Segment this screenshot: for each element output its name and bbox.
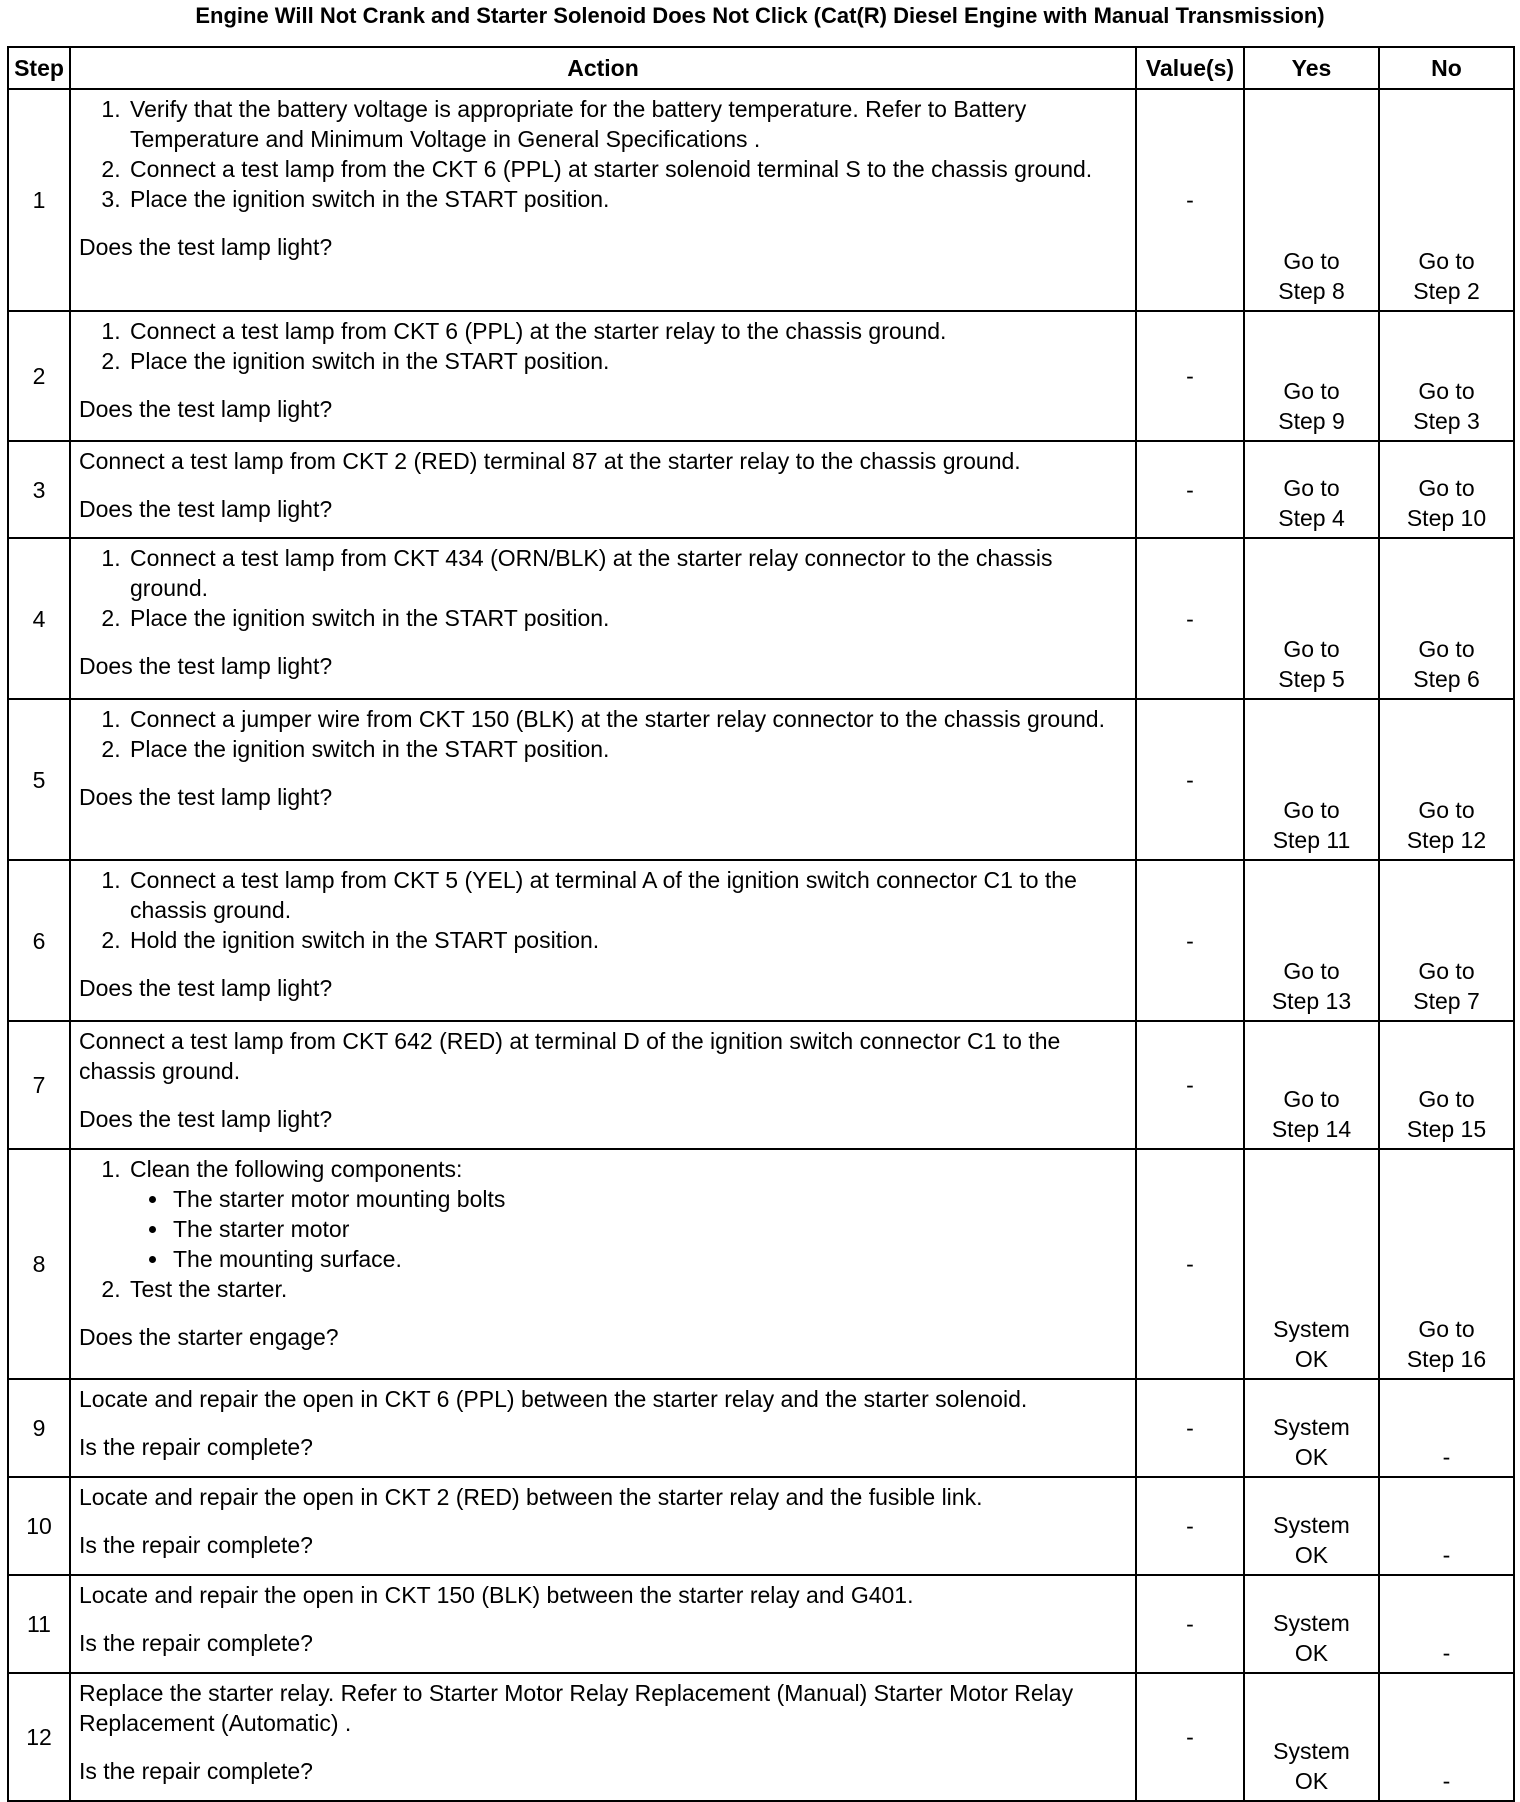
no-line1: Go to: [1418, 1086, 1475, 1112]
value-cell: -: [1136, 1673, 1244, 1801]
yes-cell: [1244, 1379, 1379, 1477]
question: Is the repair complete?: [79, 1758, 313, 1784]
yes-line2: OK: [1294, 1768, 1329, 1794]
no-line1: Go to: [1418, 958, 1475, 984]
header-values: Value(s): [1136, 47, 1244, 89]
question: Does the test lamp light?: [79, 1106, 333, 1132]
step-number: 7: [8, 1021, 70, 1149]
yes-cell: [1244, 1477, 1379, 1575]
value-cell: -: [1136, 1379, 1244, 1477]
action-cell: [70, 1379, 1136, 1477]
no-cell: -: [1379, 1575, 1514, 1673]
yes-line2: OK: [1294, 1346, 1329, 1372]
no-cell: [1379, 1021, 1514, 1149]
header-action: Action: [70, 47, 1136, 89]
action-cell: [70, 1575, 1136, 1673]
list-item: 2. Place the ignition switch in the START position.: [127, 603, 1129, 633]
bullet-item: • The starter motor mounting bolts: [170, 1184, 1129, 1214]
question: Does the test lamp light?: [79, 234, 333, 260]
list-item: 1. Verify that the battery voltage is appropriate for the battery temperature. Refer to Battery Temperature and Minimum Voltage in General Specifications .: [127, 94, 1129, 154]
no-line1: Go to: [1418, 378, 1475, 404]
no-cell: [1379, 311, 1514, 441]
list-item: 2. Hold the ignition switch in the START position.: [127, 925, 1129, 955]
action-cell: [70, 1673, 1136, 1801]
yes-line1: Go to: [1283, 475, 1340, 501]
step-number: 9: [8, 1379, 70, 1477]
yes-cell: [1244, 1575, 1379, 1673]
list-item-text: Clean the following components:: [130, 1156, 463, 1182]
no-cell: -: [1379, 1379, 1514, 1477]
value-cell: -: [1136, 699, 1244, 860]
table-row: [8, 1379, 1514, 1477]
yes-line1: System: [1273, 1316, 1350, 1342]
yes-line2: OK: [1294, 1640, 1329, 1666]
no-line2: Step 16: [1406, 1346, 1487, 1372]
value-cell: -: [1136, 311, 1244, 441]
table-row: [8, 89, 1514, 311]
question: Does the test lamp light?: [79, 496, 333, 522]
yes-line2: OK: [1294, 1444, 1329, 1470]
value-cell: -: [1136, 1575, 1244, 1673]
no-cell: [1379, 441, 1514, 538]
yes-line1: Go to: [1283, 1086, 1340, 1112]
no-line1: Go to: [1418, 636, 1475, 662]
step-number: 12: [8, 1673, 70, 1801]
action-list: [79, 704, 1129, 764]
action-list: [79, 94, 1129, 214]
yes-cell: [1244, 441, 1379, 538]
table-row: [8, 1021, 1514, 1149]
yes-cell: [1244, 860, 1379, 1021]
table-row: [8, 1477, 1514, 1575]
header-step: Step: [8, 47, 70, 89]
no-cell: [1379, 538, 1514, 699]
bullet-item: • The mounting surface.: [170, 1244, 1129, 1274]
yes-line1: Go to: [1283, 636, 1340, 662]
action-text: Locate and repair the open in CKT 2 (RED) between the starter relay and the fusible link.: [79, 1484, 983, 1510]
diagnostic-table: [7, 46, 1515, 1802]
list-item: 2. Place the ignition switch in the START position.: [127, 734, 1129, 764]
step-number: 5: [8, 699, 70, 860]
no-line2: Step 12: [1406, 827, 1487, 853]
action-cell: [70, 538, 1136, 699]
no-cell: [1379, 860, 1514, 1021]
list-item: 2. Place the ignition switch in the START position.: [127, 346, 1129, 376]
yes-line1: System: [1273, 1414, 1350, 1440]
action-text: Replace the starter relay. Refer to Starter Motor Relay Replacement (Manual) Starter Motor Relay Replacement (Automatic) .: [79, 1680, 1074, 1736]
no-cell: [1379, 1149, 1514, 1379]
bullet-item: • The starter motor: [170, 1214, 1129, 1244]
yes-line2: Step 11: [1272, 827, 1351, 853]
table-row: [8, 860, 1514, 1021]
list-item: 2. Connect a test lamp from the CKT 6 (PPL) at starter solenoid terminal S to the chassis ground.: [127, 154, 1129, 184]
step-number: 11: [8, 1575, 70, 1673]
no-line1: Go to: [1418, 797, 1475, 823]
yes-line1: Go to: [1283, 958, 1340, 984]
question: Is the repair complete?: [79, 1532, 313, 1558]
no-line2: Step 15: [1406, 1116, 1487, 1142]
table-row: [8, 699, 1514, 860]
yes-line2: Step 13: [1271, 988, 1352, 1014]
no-cell: [1379, 699, 1514, 860]
action-cell: [70, 699, 1136, 860]
list-item: 1. Connect a jumper wire from CKT 150 (BLK) at the starter relay connector to the chassis ground.: [127, 704, 1129, 734]
value-cell: -: [1136, 538, 1244, 699]
yes-line1: System: [1273, 1610, 1350, 1636]
yes-cell: [1244, 311, 1379, 441]
action-list: [79, 865, 1129, 955]
question: Does the test lamp light?: [79, 396, 333, 422]
action-cell: [70, 1021, 1136, 1149]
header-row: [8, 47, 1514, 89]
value-cell: -: [1136, 860, 1244, 1021]
yes-cell: [1244, 538, 1379, 699]
table-row: [8, 1575, 1514, 1673]
no-line2: Step 10: [1406, 505, 1487, 531]
value-cell: -: [1136, 1021, 1244, 1149]
list-item: 1. Connect a test lamp from CKT 5 (YEL) at terminal A of the ignition switch connector C1 to the chassis ground.: [127, 865, 1129, 925]
no-line1: Go to: [1418, 1316, 1475, 1342]
no-line2: Step 6: [1413, 666, 1480, 692]
yes-line2: Step 5: [1278, 666, 1345, 692]
yes-line1: Go to: [1283, 248, 1340, 274]
value-cell: -: [1136, 1149, 1244, 1379]
step-number: 4: [8, 538, 70, 699]
step-number: 3: [8, 441, 70, 538]
action-cell: [70, 1149, 1136, 1379]
no-line1: Go to: [1418, 475, 1475, 501]
question: Does the test lamp light?: [79, 975, 333, 1001]
list-item: 1. Connect a test lamp from CKT 434 (ORN/BLK) at the starter relay connector to the chassis ground.: [127, 543, 1129, 603]
yes-line1: Go to: [1283, 378, 1340, 404]
no-line2: Step 3: [1413, 408, 1480, 434]
table-row: [8, 441, 1514, 538]
action-cell: [70, 311, 1136, 441]
question: Does the starter engage?: [79, 1324, 339, 1350]
yes-cell: [1244, 1021, 1379, 1149]
step-number: 2: [8, 311, 70, 441]
yes-line1: System: [1273, 1512, 1350, 1538]
yes-line1: Go to: [1283, 797, 1340, 823]
list-item: 3. Place the ignition switch in the START position.: [127, 184, 1129, 214]
question: Does the test lamp light?: [79, 784, 333, 810]
yes-cell: [1244, 89, 1379, 311]
step-number: 8: [8, 1149, 70, 1379]
component-list: [130, 1184, 1129, 1274]
yes-line2: Step 4: [1278, 505, 1345, 531]
yes-cell: [1244, 1149, 1379, 1379]
question: Is the repair complete?: [79, 1434, 313, 1460]
value-cell: -: [1136, 89, 1244, 311]
no-cell: -: [1379, 1477, 1514, 1575]
list-item: [127, 1154, 1129, 1274]
yes-line2: Step 14: [1271, 1116, 1352, 1142]
header-no: No: [1379, 47, 1514, 89]
yes-line2: Step 8: [1278, 278, 1345, 304]
yes-line2: Step 9: [1278, 408, 1345, 434]
list-item: 1. Connect a test lamp from CKT 6 (PPL) at the starter relay to the chassis ground.: [127, 316, 1129, 346]
no-line1: Go to: [1418, 248, 1475, 274]
yes-cell: [1244, 699, 1379, 860]
yes-line2: OK: [1294, 1542, 1329, 1568]
step-number: 10: [8, 1477, 70, 1575]
action-text: Locate and repair the open in CKT 6 (PPL) between the starter relay and the starter solenoid.: [79, 1386, 1028, 1412]
action-text: Connect a test lamp from CKT 2 (RED) terminal 87 at the starter relay to the chassis ground.: [79, 448, 1021, 474]
page-title: Engine Will Not Crank and Starter Solenoid Does Not Click (Cat(R) Diesel Engine with Manual Transmission): [195, 3, 1325, 28]
no-line2: Step 7: [1413, 988, 1480, 1014]
question: Does the test lamp light?: [79, 653, 333, 679]
action-cell: [70, 89, 1136, 311]
action-text: Locate and repair the open in CKT 150 (BLK) between the starter relay and G401.: [79, 1582, 914, 1608]
step-number: 1: [8, 89, 70, 311]
table-row: [8, 311, 1514, 441]
action-text: Connect a test lamp from CKT 642 (RED) at terminal D of the ignition switch connector C1 to the chassis ground.: [79, 1028, 1061, 1084]
action-cell: [70, 1477, 1136, 1575]
no-cell: [1379, 89, 1514, 311]
action-list: [79, 1154, 1129, 1304]
yes-line1: System: [1273, 1738, 1350, 1764]
step-number: 6: [8, 860, 70, 1021]
yes-cell: [1244, 1673, 1379, 1801]
table-row: [8, 1149, 1514, 1379]
value-cell: -: [1136, 1477, 1244, 1575]
question: Is the repair complete?: [79, 1630, 313, 1656]
action-cell: [70, 860, 1136, 1021]
list-item: 2. Test the starter.: [127, 1274, 1129, 1304]
table-row: [8, 1673, 1514, 1801]
header-yes: Yes: [1244, 47, 1379, 89]
action-list: [79, 316, 1129, 376]
no-line2: Step 2: [1413, 278, 1480, 304]
action-cell: [70, 441, 1136, 538]
table-row: [8, 538, 1514, 699]
value-cell: -: [1136, 441, 1244, 538]
no-cell: -: [1379, 1673, 1514, 1801]
action-list: [79, 543, 1129, 633]
